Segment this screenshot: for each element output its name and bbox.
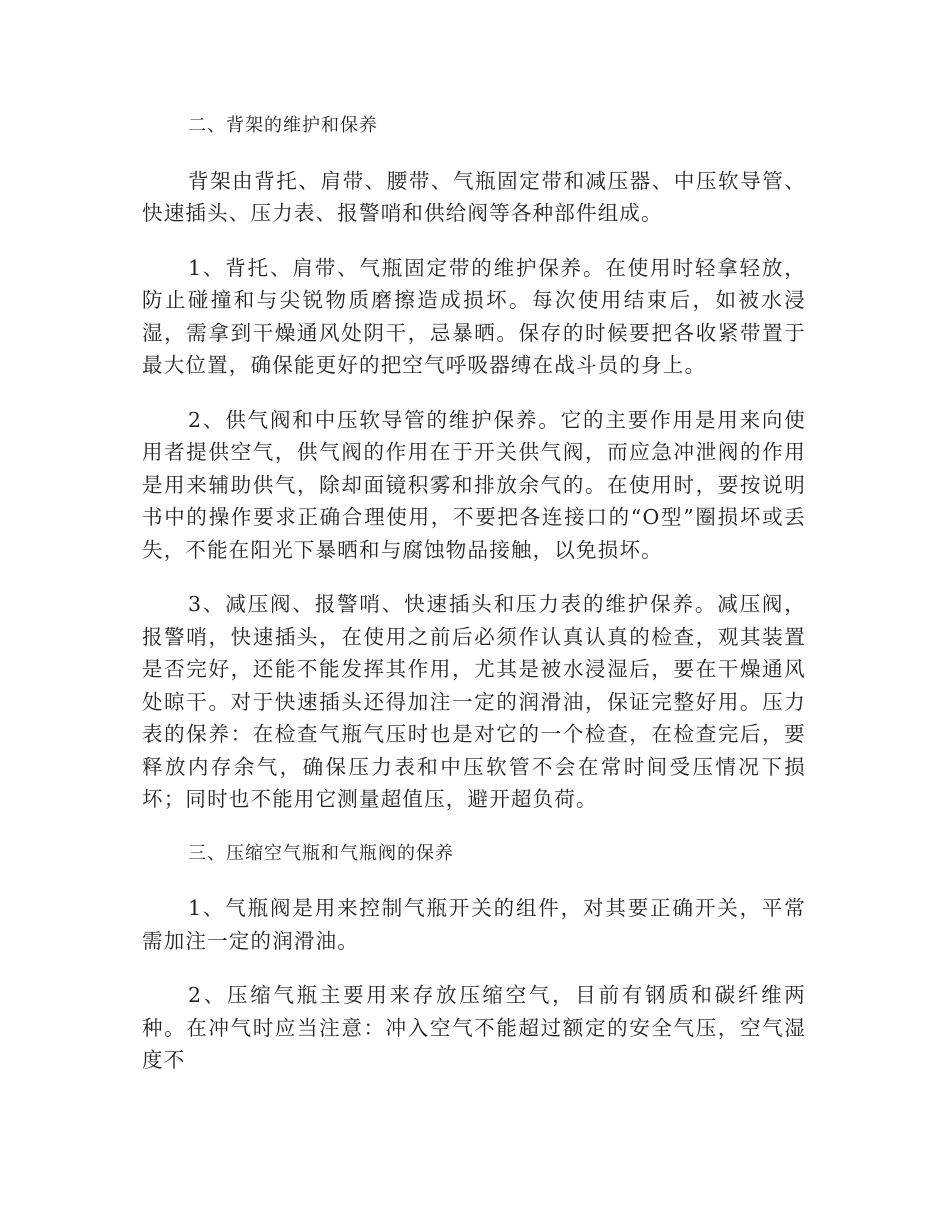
section-heading-cylinder: 三、压缩空气瓶和气瓶阀的保养 <box>188 842 454 864</box>
paragraph-cylinder-valve: 1、气瓶阀是用来控制气瓶开关的组件，对其要正确开关，平常需加注一定的润滑油。 <box>142 896 806 953</box>
document-body <box>142 110 806 1099</box>
paragraph-straps-maintenance: 1、背托、肩带、气瓶固定带的维护保养。在使用时轻拿轻放，防止碰撞和与尖锐物质磨擦造成损坏。每次使用结束后，如被水浸湿，需拿到干燥通风处阴干，忌暴晒。保存的时候要把各收紧带置于最大位置，确保能更好的把空气呼吸器缚在战斗员的身上。 <box>142 255 806 377</box>
paragraph-backpack-components: 背架由背托、肩带、腰带、气瓶固定带和减压器、中压软导管、快速插头、压力表、报警哨和供给阀等各种部件组成。 <box>142 168 806 225</box>
paragraph-supply-valve-maintenance: 2、供气阀和中压软导管的维护保养。它的主要作用是用来向使用者提供空气，供气阀的作用在于开关供气阀，而应急冲泄阀的作用是用来辅助供气，除却面镜积雾和排放余气的。在使用时，要按说明书中的操作要求正确合理使用，不要把各连接口的“O型”圈损坏或丢失，不能在阳光下暴晒和与腐蚀物品接触，以免损坏。 <box>142 407 806 562</box>
section-heading-backpack: 二、背架的维护和保养 <box>188 115 378 136</box>
paragraph-compressed-cylinder: 2、压缩气瓶主要用来存放压缩空气，目前有钢质和碳纤维两种。在冲气时应当注意：冲入空气不能超过额定的安全气压，空气湿度不 <box>142 983 806 1072</box>
paragraph-pressure-reducer-maintenance: 3、减压阀、报警哨、快速插头和压力表的维护保养。减压阀，报警哨，快速插头，在使用之前后必须作认真认真的检查，观其装置是否完好，还能不能发挥其作用，尤其是被水浸湿后，要在干燥通风处晾干。对于快速插头还得加注一定的润滑油，保证完整好用。压力表的保养：在检查气瓶气压时也是对它的一个检查，在检查完后，要释放内存余气，确保压力表和中压软管不会在常时间受压情况下损坏；同时也不能用它测量超值压，避开超负荷。 <box>142 592 806 811</box>
